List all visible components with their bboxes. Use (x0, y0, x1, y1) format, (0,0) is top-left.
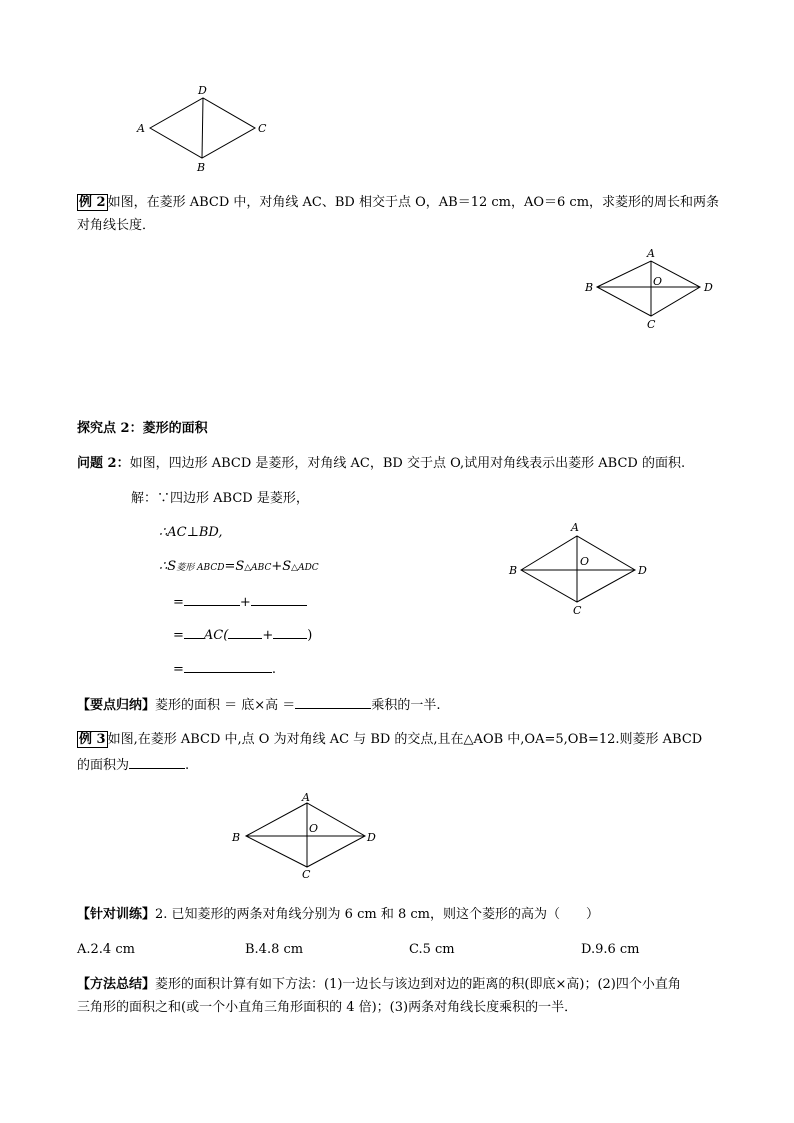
fig2-label-d: D (704, 281, 713, 294)
fig1-label-b: B (197, 161, 206, 174)
keypoint-blank[interactable] (295, 695, 371, 709)
example-3-line1 (77, 731, 702, 749)
solution-eq-2: = (173, 628, 184, 643)
fig4-label-b: B (232, 831, 241, 844)
example-3-tag: 例 3 (79, 732, 106, 747)
answer-blank-6[interactable] (184, 659, 272, 673)
solution-eq-s: =S (224, 559, 245, 574)
solution-line1: 解：∵四边形 ABCD 是菱形， (131, 491, 309, 506)
summary-line1 (77, 976, 681, 994)
keypoint-text1: 菱形的面积 ＝ 底×高 ＝ (155, 698, 296, 713)
example-2-line1 (77, 194, 719, 212)
solution-plus-1: + (239, 595, 251, 610)
solution-plus-s: +S (271, 559, 292, 574)
solution-line6 (173, 659, 276, 679)
summary-text2: 三角形的面积之和(或一个小直角三角形面积的 4 倍)；(3)两条对角线长度乘积的一半． (77, 1000, 578, 1015)
example-3-text2: 的面积为 (77, 758, 130, 773)
fig3-label-b: B (509, 564, 518, 577)
option-d[interactable]: D.9.6 cm (581, 942, 640, 957)
fig3-label-o: O (580, 555, 590, 568)
fig2-label-o: O (653, 275, 663, 288)
problem-2 (77, 455, 685, 473)
summary-text1: 菱形的面积计算有如下方法：(1)一边长与该边到对边的距离的积(即底×高)；(2)四个小直角 (155, 977, 681, 992)
answer-blank-1[interactable] (184, 592, 240, 606)
example-3-period: . (185, 758, 190, 773)
solution-line4 (173, 592, 307, 612)
solution-eq-1: = (173, 595, 184, 610)
answer-blank-3[interactable] (184, 625, 204, 639)
option-b[interactable]: B.4.8 cm (245, 942, 304, 957)
solution-line2: ∴AC⊥BD, (159, 525, 223, 540)
answer-blank-4[interactable] (228, 625, 262, 639)
fig1-label-d: D (198, 84, 207, 97)
fig1-label-c: C (258, 122, 267, 135)
option-c[interactable]: C.5 cm (409, 942, 455, 957)
example-3-line2 (77, 755, 189, 775)
fig4-label-a: A (302, 791, 310, 804)
figure-rhombus-4 (225, 790, 385, 885)
solution-close: ) (307, 628, 313, 643)
training-text: 2. 已知菱形的两条对角线分别为 6 cm 和 8 cm，则这个菱形的高为（ ） (155, 907, 599, 922)
fig3-label-c: C (573, 604, 582, 615)
fig1-label-a: A (137, 122, 145, 135)
answer-blank-2[interactable] (251, 592, 307, 606)
example-2-tag: 例 2 (79, 195, 106, 210)
fig2-label-c: C (647, 318, 656, 331)
solution-eq-3: = (173, 662, 184, 677)
fig3-label-a: A (571, 521, 579, 534)
option-a[interactable]: A.2.4 cm (77, 942, 135, 957)
example-3-text1: 如图,在菱形 ABCD 中,点 O 为对角线 AC 与 BD 的交点,且在△AOB 中,OA=5,OB=12.则菱形 ABCD (107, 732, 703, 747)
fig4-label-d: D (367, 831, 376, 844)
example-2-text1: 如图，在菱形 ABCD 中，对角线 AC、BD 相交于点 O，AB＝12 cm，AO＝6 cm，求菱形的周长和两条 (107, 195, 720, 210)
keypoint (77, 695, 440, 715)
section-2-title: 探究点 2：菱形的面积 (77, 421, 208, 436)
solution-sub-adc: △ADC (291, 563, 319, 573)
keypoint-text2: 乘积的一半. (371, 698, 441, 713)
fig2-label-a: A (647, 247, 655, 260)
summary-label: 【方法总结】 (77, 977, 156, 992)
answer-blank-5[interactable] (273, 625, 307, 639)
solution-sub-abc: △ABC (244, 563, 272, 573)
problem-2-label: 问题 2： (77, 456, 130, 471)
keypoint-label: 【要点归纳】 (77, 698, 156, 713)
solution-line5 (173, 625, 312, 645)
fig3-label-d: D (638, 564, 647, 577)
figure-rhombus-2 (580, 245, 720, 335)
training (77, 906, 599, 924)
solution-line3 (159, 558, 319, 577)
fig4-label-o: O (309, 822, 319, 835)
problem-2-text: 如图，四边形 ABCD 是菱形，对角线 AC，BD 交于点 O,试用对角线表示出菱形 ABCD 的面积. (129, 456, 686, 471)
solution-period: . (271, 662, 277, 677)
solution-plus-2: + (262, 628, 274, 643)
figure-rhombus-1 (130, 80, 280, 180)
figure-rhombus-3 (500, 515, 660, 615)
example-2-text2: 对角线长度． (77, 218, 156, 233)
fig2-label-b: B (585, 281, 594, 294)
fig4-label-c: C (302, 868, 311, 881)
solution-sub-rhombus: 菱形 ABCD (176, 563, 225, 573)
example-3-blank[interactable] (129, 755, 185, 769)
training-label: 【针对训练】 (77, 907, 156, 922)
solution-ac: AC( (203, 628, 229, 643)
solution-s: ∴S (159, 559, 177, 574)
